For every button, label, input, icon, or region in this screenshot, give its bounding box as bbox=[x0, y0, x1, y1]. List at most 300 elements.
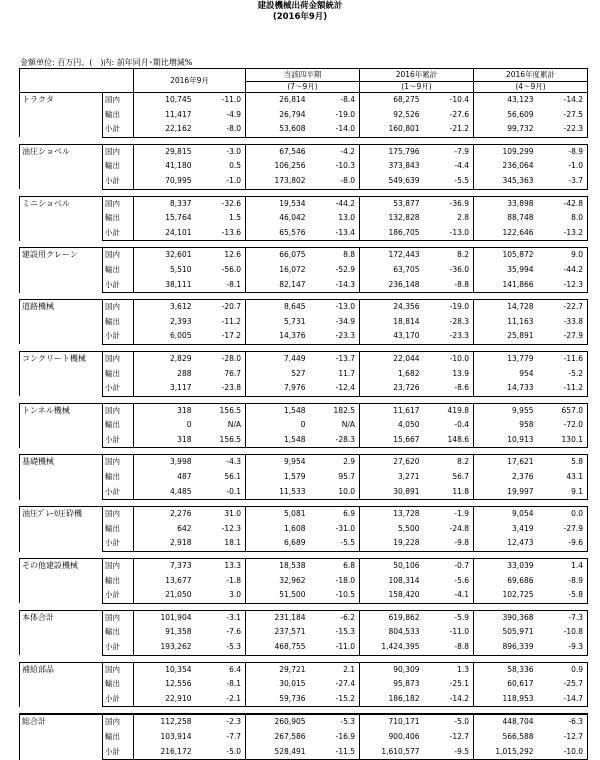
amount-cell: 101,904 bbox=[134, 610, 196, 625]
change-pct-cell: -12.7 bbox=[424, 730, 474, 745]
category-name: 基礎機械 bbox=[20, 455, 103, 500]
change-pct-cell: -16.9 bbox=[310, 730, 360, 745]
category-block bbox=[20, 662, 588, 707]
amount-cell: 68,275 bbox=[360, 93, 424, 108]
amount-cell: 118,953 bbox=[474, 692, 538, 707]
amount-cell: 18,814 bbox=[393, 316, 420, 326]
change-pct-cell: -5.8 bbox=[538, 588, 588, 603]
amount-cell: 549,639 bbox=[360, 174, 424, 189]
row-label: 輸出 bbox=[103, 418, 134, 433]
amount-cell: 318 bbox=[134, 403, 196, 418]
amount-cell: 11,617 bbox=[360, 403, 424, 418]
amount-cell: 27,620 bbox=[360, 455, 424, 470]
change-pct-cell: N/A bbox=[196, 418, 246, 433]
amount-cell: 172,443 bbox=[360, 248, 424, 263]
amount-cell: 318 bbox=[134, 433, 196, 448]
amount-cell: 186,182 bbox=[360, 692, 424, 707]
amount-cell: 4,050 bbox=[398, 420, 420, 430]
change-pct-cell: -22.7 bbox=[538, 300, 588, 315]
amount-cell: 527 bbox=[291, 368, 306, 378]
header-ytd: 2016年累計 bbox=[360, 69, 474, 82]
unit-note: 金額単位: 百万円、( )内: 前年同月･期比増減% bbox=[20, 58, 193, 67]
change-pct-cell: -14.7 bbox=[538, 692, 588, 707]
amount-cell: 1,015,292 bbox=[474, 745, 538, 760]
table-row bbox=[20, 692, 588, 707]
amount-cell: 642 bbox=[177, 523, 192, 533]
row-label: 輸出 bbox=[103, 159, 134, 174]
change-pct-cell: -22.3 bbox=[538, 122, 588, 137]
table-row bbox=[20, 522, 588, 537]
change-pct-cell: -0.1 bbox=[196, 485, 246, 500]
table-row bbox=[20, 714, 588, 730]
change-pct-cell: -1.9 bbox=[424, 507, 474, 522]
table-row bbox=[20, 588, 588, 603]
change-pct-cell: -27.5 bbox=[538, 108, 588, 123]
change-pct-cell: -27.9 bbox=[538, 522, 588, 537]
change-pct-cell: N/A bbox=[310, 418, 360, 433]
amount-cell: 1,608 bbox=[284, 523, 306, 533]
change-pct-cell: -23.3 bbox=[424, 329, 474, 344]
amount-cell: 122,646 bbox=[474, 226, 538, 241]
amount-cell: 160,801 bbox=[360, 122, 424, 137]
change-pct-cell: -13.0 bbox=[424, 226, 474, 241]
change-pct-cell: -10.0 bbox=[538, 745, 588, 760]
change-pct-cell: 18.1 bbox=[196, 536, 246, 551]
amount-cell: 19,228 bbox=[360, 536, 424, 551]
change-pct-cell: -8.0 bbox=[196, 122, 246, 137]
table-row bbox=[20, 315, 588, 330]
amount-cell: 112,258 bbox=[134, 714, 196, 730]
change-pct-cell: 148.6 bbox=[424, 433, 474, 448]
amount-cell: 505,971 bbox=[502, 627, 534, 637]
row-gap bbox=[20, 707, 588, 715]
amount-cell: 51,500 bbox=[246, 588, 310, 603]
row-label: 国内 bbox=[103, 714, 134, 730]
row-gap bbox=[20, 603, 588, 610]
amount-cell: 4,485 bbox=[134, 485, 196, 500]
change-pct-cell: -44.2 bbox=[310, 196, 360, 211]
amount-cell: 3,998 bbox=[134, 455, 196, 470]
change-pct-cell: 43.1 bbox=[538, 470, 588, 485]
table-row bbox=[20, 662, 588, 677]
category-block bbox=[20, 351, 588, 396]
table-row bbox=[20, 263, 588, 278]
change-pct-cell: -10.8 bbox=[538, 625, 588, 640]
row-label: 小計 bbox=[103, 433, 134, 448]
amount-cell: 66,075 bbox=[246, 248, 310, 263]
change-pct-cell: 6.8 bbox=[310, 559, 360, 574]
row-label: 国内 bbox=[103, 559, 134, 574]
change-pct-cell: -5.3 bbox=[196, 640, 246, 655]
amount-cell: 18,538 bbox=[246, 559, 310, 574]
change-pct-cell: -33.8 bbox=[538, 315, 588, 330]
change-pct-cell: -8.9 bbox=[538, 574, 588, 589]
row-label: 小計 bbox=[103, 381, 134, 396]
change-pct-cell: 8.2 bbox=[424, 455, 474, 470]
amount-cell: 56,609 bbox=[507, 109, 534, 119]
change-pct-cell: -12.7 bbox=[538, 730, 588, 745]
row-label: 国内 bbox=[103, 248, 134, 263]
amount-cell: 17,621 bbox=[474, 455, 538, 470]
table-row bbox=[20, 574, 588, 589]
amount-cell: 345,363 bbox=[474, 174, 538, 189]
row-label: 輸出 bbox=[103, 211, 134, 226]
change-pct-cell: -13.0 bbox=[310, 300, 360, 315]
amount-cell: 50,106 bbox=[360, 559, 424, 574]
amount-cell: 43,170 bbox=[360, 329, 424, 344]
change-pct-cell: -15.2 bbox=[310, 692, 360, 707]
change-pct-cell: -18.0 bbox=[310, 574, 360, 589]
change-pct-cell: 156.5 bbox=[196, 403, 246, 418]
change-pct-cell: -28.0 bbox=[196, 351, 246, 366]
amount-cell: 67,546 bbox=[246, 144, 310, 159]
change-pct-cell: -8.1 bbox=[196, 278, 246, 293]
amount-cell: 103,914 bbox=[160, 731, 192, 741]
row-label: 輸出 bbox=[103, 677, 134, 692]
category-name: 道路機械 bbox=[20, 300, 103, 345]
amount-cell: 5,731 bbox=[284, 316, 306, 326]
row-label: 輸出 bbox=[103, 730, 134, 745]
change-pct-cell: -10.0 bbox=[424, 351, 474, 366]
change-pct-cell: -11.0 bbox=[310, 640, 360, 655]
amount-cell: 14,728 bbox=[474, 300, 538, 315]
change-pct-cell: -1.8 bbox=[196, 574, 246, 589]
change-pct-cell: 8.2 bbox=[424, 248, 474, 263]
amount-cell: 5,510 bbox=[170, 264, 192, 274]
header-blank bbox=[20, 69, 134, 93]
amount-cell: 1,548 bbox=[246, 403, 310, 418]
amount-cell: 109,299 bbox=[474, 144, 538, 159]
amount-cell: 9,054 bbox=[474, 507, 538, 522]
change-pct-cell: 0.0 bbox=[538, 507, 588, 522]
amount-cell: 390,368 bbox=[474, 610, 538, 625]
amount-cell: 141,866 bbox=[474, 278, 538, 293]
change-pct-cell: -8.1 bbox=[196, 677, 246, 692]
row-label: 国内 bbox=[103, 144, 134, 159]
category-block bbox=[20, 403, 588, 448]
change-pct-cell: -5.3 bbox=[310, 714, 360, 730]
change-pct-cell: 130.1 bbox=[538, 433, 588, 448]
change-pct-cell: 56.1 bbox=[196, 470, 246, 485]
table-row bbox=[20, 610, 588, 625]
row-label: 小計 bbox=[103, 485, 134, 500]
change-pct-cell: -12.3 bbox=[538, 278, 588, 293]
table-row bbox=[20, 144, 588, 159]
table-row bbox=[20, 507, 588, 522]
amount-cell: 22,162 bbox=[134, 122, 196, 137]
category-block bbox=[20, 455, 588, 500]
table-row bbox=[20, 159, 588, 174]
amount-cell: 267,586 bbox=[274, 731, 306, 741]
amount-cell: 236,148 bbox=[360, 278, 424, 293]
change-pct-cell: 1.3 bbox=[424, 662, 474, 677]
change-pct-cell: -3.1 bbox=[196, 610, 246, 625]
change-pct-cell: -8.4 bbox=[310, 93, 360, 108]
row-gap bbox=[20, 189, 588, 196]
change-pct-cell: -14.0 bbox=[310, 122, 360, 137]
amount-cell: 2,829 bbox=[134, 351, 196, 366]
change-pct-cell: -3.0 bbox=[196, 144, 246, 159]
category-block bbox=[20, 93, 588, 138]
change-pct-cell: -13.4 bbox=[310, 226, 360, 241]
table-row bbox=[20, 730, 588, 745]
amount-cell: 23,726 bbox=[360, 381, 424, 396]
amount-cell: 468,755 bbox=[246, 640, 310, 655]
change-pct-cell: -8.8 bbox=[424, 640, 474, 655]
amount-cell: 41,180 bbox=[165, 161, 192, 171]
row-gap bbox=[20, 137, 588, 144]
amount-cell: 619,862 bbox=[360, 610, 424, 625]
change-pct-cell: -44.2 bbox=[538, 263, 588, 278]
change-pct-cell: 2.1 bbox=[310, 662, 360, 677]
change-pct-cell: -5.9 bbox=[424, 610, 474, 625]
change-pct-cell: -42.8 bbox=[538, 196, 588, 211]
change-pct-cell: 56.7 bbox=[424, 470, 474, 485]
table-row bbox=[20, 625, 588, 640]
row-label: 国内 bbox=[103, 403, 134, 418]
change-pct-cell: -7.7 bbox=[196, 730, 246, 745]
change-pct-cell: -4.4 bbox=[424, 159, 474, 174]
change-pct-cell: 1.4 bbox=[538, 559, 588, 574]
change-pct-cell: -12.4 bbox=[310, 381, 360, 396]
table-row bbox=[20, 536, 588, 551]
row-label: 小計 bbox=[103, 278, 134, 293]
change-pct-cell: -1.0 bbox=[538, 159, 588, 174]
change-pct-cell: 12.6 bbox=[196, 248, 246, 263]
amount-cell: 5,081 bbox=[246, 507, 310, 522]
amount-cell: 487 bbox=[177, 472, 192, 482]
table-row bbox=[20, 745, 588, 760]
change-pct-cell: 10.0 bbox=[310, 485, 360, 500]
change-pct-cell: -8.0 bbox=[310, 174, 360, 189]
amount-cell: 15,764 bbox=[165, 213, 192, 223]
amount-cell: 70,995 bbox=[134, 174, 196, 189]
change-pct-cell: -72.0 bbox=[538, 418, 588, 433]
table-row bbox=[20, 174, 588, 189]
amount-cell: 21,050 bbox=[134, 588, 196, 603]
amount-cell: 19,534 bbox=[246, 196, 310, 211]
amount-cell: 216,172 bbox=[134, 745, 196, 760]
row-gap bbox=[20, 241, 588, 248]
change-pct-cell: 6.4 bbox=[196, 662, 246, 677]
change-pct-cell: -5.5 bbox=[310, 536, 360, 551]
amount-cell: 1,579 bbox=[284, 472, 306, 482]
row-gap bbox=[20, 552, 588, 559]
row-label: 小計 bbox=[103, 692, 134, 707]
amount-cell: 33,898 bbox=[474, 196, 538, 211]
amount-cell: 16,072 bbox=[279, 264, 306, 274]
amount-cell: 1,682 bbox=[398, 368, 420, 378]
amount-cell: 10,354 bbox=[134, 662, 196, 677]
amount-cell: 13,728 bbox=[360, 507, 424, 522]
category-block bbox=[20, 248, 588, 293]
amount-cell: 896,339 bbox=[474, 640, 538, 655]
table-row bbox=[20, 640, 588, 655]
amount-cell: 1,424,395 bbox=[360, 640, 424, 655]
change-pct-cell: -11.5 bbox=[310, 745, 360, 760]
change-pct-cell: -24.8 bbox=[424, 522, 474, 537]
change-pct-cell: 1.5 bbox=[196, 211, 246, 226]
report-title: 建設機械出荷金額統計 bbox=[257, 1, 343, 11]
change-pct-cell: -23.8 bbox=[196, 381, 246, 396]
row-label: 輸出 bbox=[103, 522, 134, 537]
amount-cell: 63,705 bbox=[393, 264, 420, 274]
amount-cell: 3,612 bbox=[134, 300, 196, 315]
change-pct-cell: -19.0 bbox=[424, 300, 474, 315]
change-pct-cell: 11.7 bbox=[310, 367, 360, 382]
change-pct-cell: -14.2 bbox=[424, 692, 474, 707]
change-pct-cell: -5.5 bbox=[424, 174, 474, 189]
table-row bbox=[20, 677, 588, 692]
change-pct-cell: -13.6 bbox=[196, 226, 246, 241]
category-block bbox=[20, 300, 588, 345]
change-pct-cell: -25.7 bbox=[538, 677, 588, 692]
row-label: 小計 bbox=[103, 122, 134, 137]
change-pct-cell: -27.9 bbox=[538, 329, 588, 344]
row-gap bbox=[20, 500, 588, 507]
change-pct-cell: -0.4 bbox=[424, 418, 474, 433]
amount-cell: 24,101 bbox=[134, 226, 196, 241]
row-label: 輸出 bbox=[103, 315, 134, 330]
amount-cell: 11,533 bbox=[246, 485, 310, 500]
amount-cell: 95,873 bbox=[393, 679, 420, 689]
amount-cell: 173,802 bbox=[246, 174, 310, 189]
table-row bbox=[20, 367, 588, 382]
category-name: 補給部品 bbox=[20, 662, 103, 707]
category-name: トンネル機械 bbox=[20, 403, 103, 448]
change-pct-cell: 5.8 bbox=[538, 455, 588, 470]
change-pct-cell: -32.6 bbox=[196, 196, 246, 211]
amount-cell: 12,556 bbox=[165, 679, 192, 689]
amount-cell: 88,748 bbox=[507, 213, 534, 223]
amount-cell: 29,815 bbox=[134, 144, 196, 159]
change-pct-cell: -9.6 bbox=[538, 536, 588, 551]
amount-cell: 35,994 bbox=[507, 264, 534, 274]
change-pct-cell: -4.1 bbox=[424, 588, 474, 603]
amount-cell: 30,891 bbox=[360, 485, 424, 500]
category-name: 本体合計 bbox=[20, 610, 103, 655]
amount-cell: 373,843 bbox=[388, 161, 420, 171]
table-row bbox=[20, 108, 588, 123]
row-gap bbox=[20, 448, 588, 455]
change-pct-cell: -11.0 bbox=[196, 93, 246, 108]
change-pct-cell: -17.2 bbox=[196, 329, 246, 344]
table-row bbox=[20, 433, 588, 448]
row-label: 小計 bbox=[103, 329, 134, 344]
amount-cell: 231,184 bbox=[246, 610, 310, 625]
amount-cell: 1,610,577 bbox=[360, 745, 424, 760]
row-label: 国内 bbox=[103, 455, 134, 470]
amount-cell: 0 bbox=[186, 420, 192, 430]
shipment-table bbox=[19, 68, 588, 760]
change-pct-cell: -7.3 bbox=[538, 610, 588, 625]
change-pct-cell: -27.6 bbox=[424, 108, 474, 123]
change-pct-cell: -10.5 bbox=[310, 588, 360, 603]
change-pct-cell: -23.3 bbox=[310, 329, 360, 344]
amount-cell: 105,872 bbox=[474, 248, 538, 263]
row-label: 国内 bbox=[103, 93, 134, 108]
change-pct-cell: 0.9 bbox=[538, 662, 588, 677]
amount-cell: 91,358 bbox=[165, 627, 192, 637]
amount-cell: 5,500 bbox=[398, 523, 420, 533]
row-label: 国内 bbox=[103, 351, 134, 366]
amount-cell: 193,262 bbox=[134, 640, 196, 655]
change-pct-cell: 13.3 bbox=[196, 559, 246, 574]
amount-cell: 0 bbox=[300, 420, 306, 430]
change-pct-cell: 13.0 bbox=[310, 211, 360, 226]
change-pct-cell: 6.9 bbox=[310, 507, 360, 522]
change-pct-cell: -31.0 bbox=[310, 522, 360, 537]
change-pct-cell: -28.3 bbox=[424, 315, 474, 330]
amount-cell: 53,877 bbox=[360, 196, 424, 211]
row-label: 国内 bbox=[103, 300, 134, 315]
amount-cell: 11,417 bbox=[165, 109, 192, 119]
amount-cell: 8,645 bbox=[246, 300, 310, 315]
amount-cell: 7,373 bbox=[134, 559, 196, 574]
change-pct-cell: -9.3 bbox=[538, 640, 588, 655]
change-pct-cell: 2.9 bbox=[310, 455, 360, 470]
amount-cell: 158,420 bbox=[360, 588, 424, 603]
table-row bbox=[20, 196, 588, 211]
row-label: 輸出 bbox=[103, 574, 134, 589]
category-block bbox=[20, 196, 588, 241]
change-pct-cell: -8.8 bbox=[424, 278, 474, 293]
change-pct-cell: -10.3 bbox=[310, 159, 360, 174]
amount-cell: 29,721 bbox=[246, 662, 310, 677]
change-pct-cell: -2.3 bbox=[196, 714, 246, 730]
change-pct-cell: 8.8 bbox=[310, 248, 360, 263]
category-name: ミニショベル bbox=[20, 196, 103, 241]
amount-cell: 38,111 bbox=[134, 278, 196, 293]
amount-cell: 53,608 bbox=[246, 122, 310, 137]
row-label: 輸出 bbox=[103, 470, 134, 485]
amount-cell: 10,913 bbox=[474, 433, 538, 448]
amount-cell: 14,376 bbox=[246, 329, 310, 344]
amount-cell: 92,526 bbox=[393, 109, 420, 119]
change-pct-cell: 31.0 bbox=[196, 507, 246, 522]
category-block bbox=[20, 714, 588, 759]
amount-cell: 9,955 bbox=[474, 403, 538, 418]
amount-cell: 13,677 bbox=[165, 575, 192, 585]
row-label: 輸出 bbox=[103, 625, 134, 640]
table-header bbox=[20, 69, 588, 93]
amount-cell: 19,997 bbox=[474, 485, 538, 500]
amount-cell: 448,704 bbox=[474, 714, 538, 730]
amount-cell: 710,171 bbox=[360, 714, 424, 730]
category-name: コンクリート機械 bbox=[20, 351, 103, 396]
change-pct-cell: -9.8 bbox=[424, 536, 474, 551]
category-block bbox=[20, 144, 588, 189]
change-pct-cell: -36.0 bbox=[424, 263, 474, 278]
row-gap bbox=[20, 293, 588, 300]
change-pct-cell: -5.6 bbox=[424, 574, 474, 589]
amount-cell: 106,256 bbox=[274, 161, 306, 171]
table-row bbox=[20, 455, 588, 470]
table-row bbox=[20, 211, 588, 226]
amount-cell: 186,705 bbox=[360, 226, 424, 241]
change-pct-cell: -13.7 bbox=[310, 351, 360, 366]
change-pct-cell: -34.9 bbox=[310, 315, 360, 330]
amount-cell: 260,905 bbox=[246, 714, 310, 730]
row-label: 小計 bbox=[103, 174, 134, 189]
report-subtitle: (2016年9月) bbox=[272, 12, 328, 22]
amount-cell: 60,617 bbox=[507, 679, 534, 689]
header-fytd: 2016年度累計 bbox=[474, 69, 588, 82]
header-month: 2016年9月 bbox=[134, 69, 246, 93]
category-name: 建設用クレーン bbox=[20, 248, 103, 293]
amount-cell: 175,796 bbox=[360, 144, 424, 159]
change-pct-cell: -11.2 bbox=[196, 315, 246, 330]
